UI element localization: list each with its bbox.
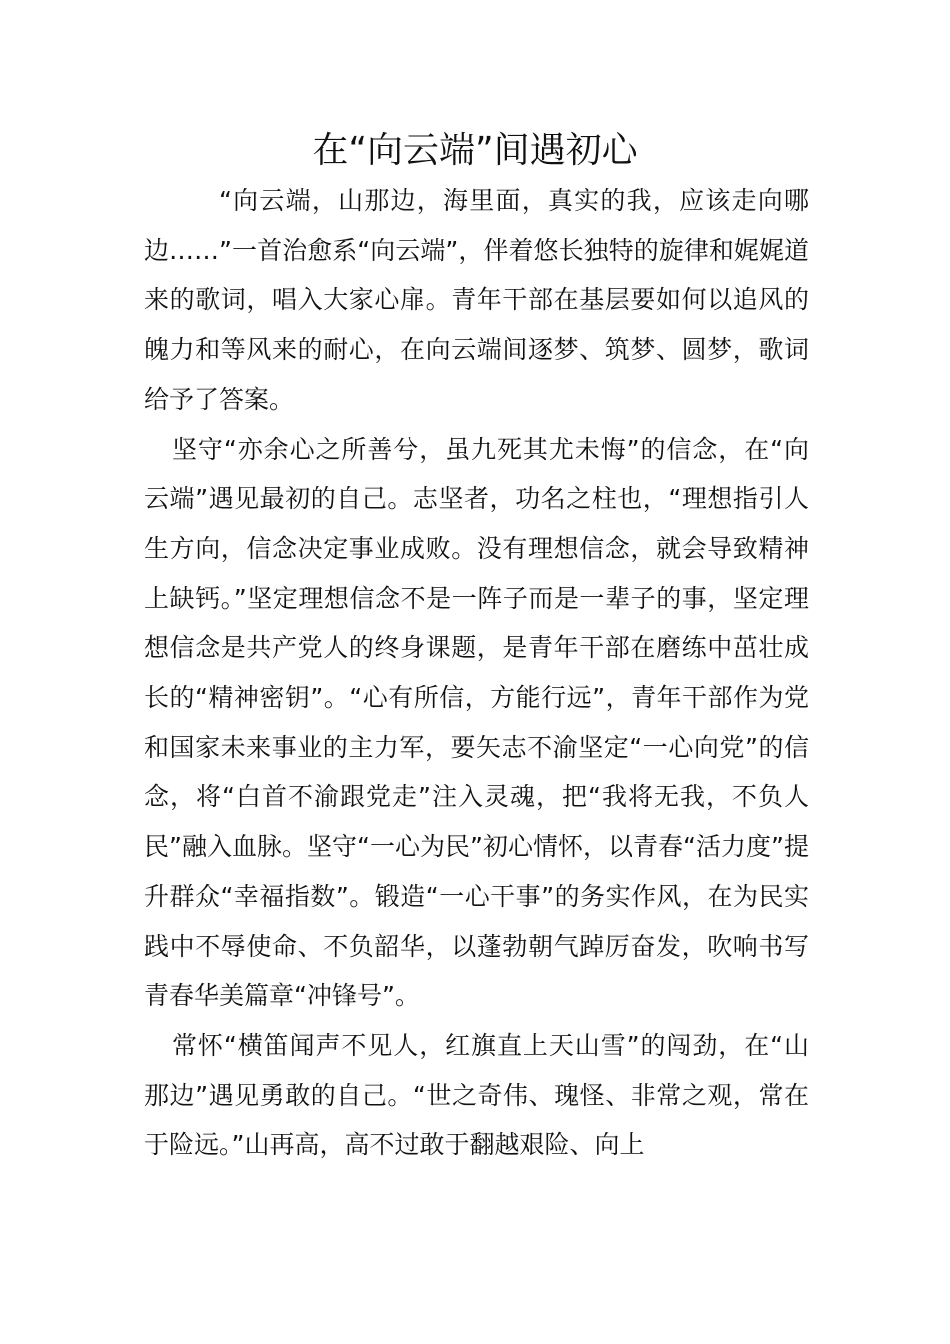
document-body (144, 176, 809, 1170)
paragraph-courage: 常怀“横笛闻声不见人，红旗直上天山雪”的闯劲，在“山那边”遇见勇敢的自己。“世之奇伟、瑰怪、非常之观，常在于险远。”山再高，高不过敢于翻越艰险、向上 (144, 1030, 809, 1160)
document-title: 在“向云端”间遇初心 (312, 130, 638, 171)
paragraph-ideals: 坚守“亦余心之所善兮，虽九死其尤未悔”的信念，在“向云端”遇见最初的自己。志坚者，功名之柱也，“理想指引人生方向，信念决定事业成败。没有理想信念，就会导致精神上缺钙。”坚定理想信念不是一阵子而是一辈子的事，坚定理想信念是共产党人的终身课题，是青年干部在磨练中茁壮成长的“精神密钥”。“心有所信，方能行远”，青年干部作为党和国家未来事业的主力军，要矢志不渝坚定“一心向党”的信念，将“白首不渝跟党走”注入灵魂，把“我将无我，不负人民”融入血脉。坚守“一心为民”初心情怀，以青春“活力度”提升群众“幸福指数”。锻造“一心干事”的务实作风，在为民实践中不辱使命、不负韶华，以蓬勃朝气踔厉奋发，吹响书写青春华美篇章“冲锋号”。 (144, 434, 809, 1011)
paragraph-intro: “向云端，山那边，海里面，真实的我，应该走向哪边……”一首治愈系“向云端”，伴着悠长独特的旋律和娓娓道来的歌词，唱入大家心扉。青年干部在基层要如何以追风的魄力和等风来的耐心，在向云端间逐梦、筑梦、圆梦，歌词给予了答案。 (144, 186, 809, 414)
